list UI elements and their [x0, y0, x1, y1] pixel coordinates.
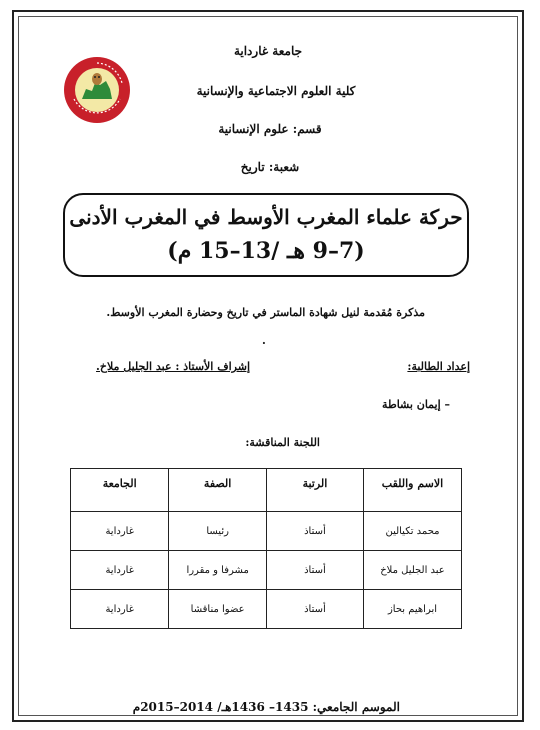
- thesis-period: (7–9 هـ /13–15 م): [167, 238, 365, 264]
- faculty-name: كلية العلوم الاجتماعية والإنسانية: [196, 84, 356, 98]
- table-row: [71, 512, 462, 551]
- cell-rank: أستاذ: [266, 551, 363, 590]
- memo-statement: مذكرة مُقدمة لنيل شهادة الماستر في تاريخ وحضارة المغرب الأوسط.: [106, 306, 425, 319]
- supervisor-line: [80, 360, 250, 373]
- cell-name: عبد الجليل ملاخ: [363, 551, 461, 590]
- cell-role: مشرفا و مقررا: [169, 551, 267, 590]
- university-name: جامعة غارداية: [233, 44, 303, 58]
- memo-dot: .: [262, 334, 266, 347]
- university-seal-icon: [62, 55, 132, 125]
- branch-name: شعبة: تاريخ: [240, 160, 300, 174]
- student-name: – إيمان بشاطة: [382, 398, 450, 411]
- cell-rank: أستاذ: [266, 512, 363, 551]
- committee-table: [70, 468, 462, 629]
- cell-role: رئيسا: [169, 512, 267, 551]
- cell-university: غارداية: [71, 512, 169, 551]
- thesis-title-box: [63, 193, 469, 277]
- cell-university: غارداية: [71, 551, 169, 590]
- cell-name: محمد تكيالين: [363, 512, 461, 551]
- department-name: قسم: علوم الإنسانية: [218, 122, 322, 136]
- thesis-title: حركة علماء المغرب الأوسط في المغرب الأدنى: [69, 205, 463, 229]
- cell-name: ابراهيم بحاز: [363, 590, 461, 629]
- table-row: [71, 590, 462, 629]
- col-header-university: الجامعة: [71, 469, 169, 512]
- committee-label: اللجنة المناقشة:: [245, 436, 320, 449]
- cell-university: غارداية: [71, 590, 169, 629]
- cell-rank: أستاذ: [266, 590, 363, 629]
- table-row: [71, 551, 462, 590]
- cell-role: عضوا مناقشا: [169, 590, 267, 629]
- col-header-role: الصفة: [169, 469, 267, 512]
- supervisor-text: إشراف الأستاذ : عبد الجليل ملاخ.: [96, 360, 250, 373]
- prepared-by-label: إعداد الطالبة:: [407, 360, 470, 373]
- academic-year: الموسم الجامعي: 1435– 1436هـ/ 2014–2015م: [132, 700, 400, 714]
- committee-header-row: [71, 469, 462, 512]
- col-header-rank: الرتبة: [266, 469, 363, 512]
- col-header-name: الاسم واللقب: [363, 469, 461, 512]
